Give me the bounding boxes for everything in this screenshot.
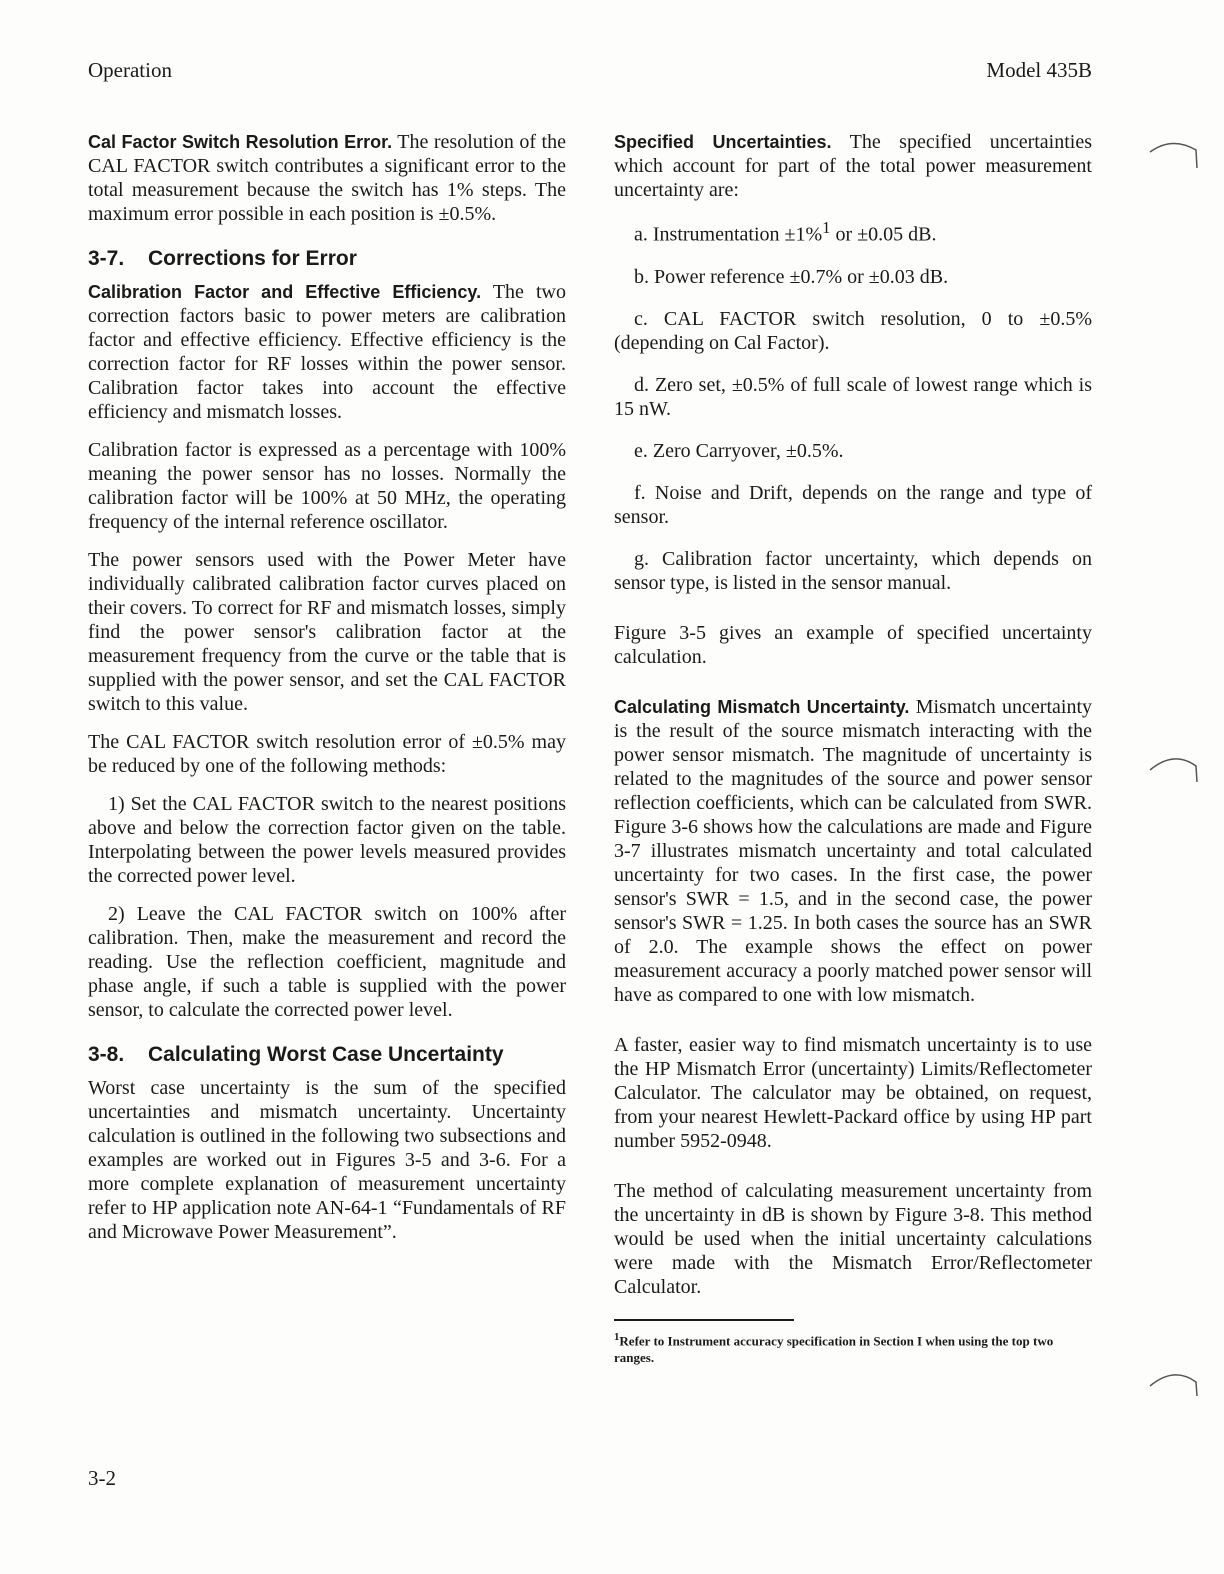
method-item-1: 1) Set the CAL FACTOR switch to the nearest positions above and below the correction factor given on the table. Interpolating between the power levels measured provides the corrected power level. (88, 793, 566, 887)
paragraph-calibration-factor: Calibration Factor and Effective Efficiency. The two correction factors basic to power meters are calibration factor and effective efficiency. Effective efficiency is the correction factor for RF losses within the power sensor. Calibration factor takes into account the effective efficiency and mismatch losses. (88, 281, 566, 423)
paragraph: Calibration factor is expressed as a percentage with 100% meaning the power sensor has no losses. Normally the calibration factor will be 100% at 50 MHz, the operating frequency of the internal reference oscillator. (88, 439, 566, 533)
footnote-reference: 1 (822, 218, 831, 237)
paragraph-mismatch-uncertainty: Calculating Mismatch Uncertainty. Mismatch uncertainty is the result of the source mismatch interacting with the power sensor mismatch. The magnitude of uncertainty is related to the magnitudes of the source and power sensor reflection coefficients, which can be calculated from SWR. Figure 3-6 shows how the calculations are made and Figure 3-7 illustrates mismatch uncertainty and total calculated uncertainty for two cases. In the first case, the power sensor's SWR = 1.5, and in the second case, the power sensor's SWR = 1.25. In both cases the source has an SWR of 2.0. The example shows the effect on power measurement accuracy a poorly matched power sensor will have as compared to one with low mismatch. (614, 695, 1092, 1006)
run-in-heading: Specified Uncertainties. (614, 132, 832, 152)
list-item-e: e. Zero Carryover, ±0.5%. (634, 439, 844, 462)
running-header-section: Operation (88, 58, 172, 82)
paragraph: Figure 3-5 gives an example of specified uncertainty calculation. (614, 621, 1092, 668)
paragraph: The method of calculating measurement uncertainty from the uncertainty in dB is shown by Figure 3-8. This method would be used when the initial uncertainty calculations were made with the Mismatch Error/Reflectometer Calculator. (614, 1179, 1092, 1298)
list-item-g: g. Calibration factor uncertainty, which depends on sensor type, is listed in the sensor manual. (614, 547, 1092, 594)
paragraph: A faster, easier way to find mismatch uncertainty is to use the HP Mismatch Error (uncertainty) Limits/Reflectometer Calculator. The calculator may be obtained, on request, from your nearest Hewlett-Packard office by using HP part number 5952-0948. (614, 1033, 1092, 1152)
method-item-2: 2) Leave the CAL FACTOR switch on 100% after calibration. Then, make the measurement and record the reading. Use the reflection coefficient, magnitude and phase angle, if such a table is supplied with the power sensor, to calculate the corrected power level. (88, 903, 566, 1021)
list-item-b: b. Power reference ±0.7% or ±0.03 dB. (634, 265, 949, 288)
margin-mark-middle (1150, 759, 1197, 782)
list-item-c: c. CAL FACTOR switch resolution, 0 to ±0.5% (depending on Cal Factor). (614, 307, 1092, 354)
page-number: 3-2 (88, 1466, 116, 1490)
section-title: Calculating Worst Case Uncertainty (148, 1043, 504, 1066)
run-in-heading: Cal Factor Switch Resolution Error. (88, 132, 393, 152)
section-number: 3-8. (88, 1043, 125, 1066)
paragraph: The CAL FACTOR switch resolution error of ±0.5% may be reduced by one of the following methods: (88, 731, 566, 777)
run-in-heading: Calibration Factor and Effective Efficiency. (88, 282, 482, 302)
list-item-a: a. Instrumentation ±1%$^1$ or ±0.05 dB. (634, 218, 937, 246)
margin-mark-top (1150, 143, 1197, 168)
section-title: Corrections for Error (148, 247, 357, 270)
paragraph: The power sensors used with the Power Meter have individually calibrated calibration factor curves placed on their covers. To correct for RF and mismatch losses, simply find the power sensor's calibration factor at the measurement frequency from the curve or the table that is supplied with the power sensor, and set the CAL FACTOR switch to this value. (88, 549, 566, 715)
list-item-f: f. Noise and Drift, depends on the range and type of sensor. (614, 481, 1092, 528)
margin-mark-bottom (1150, 1375, 1197, 1396)
section-number: 3-7. (88, 247, 125, 270)
paragraph-specified-uncertainties: Specified Uncertainties. The specified uncertainties which account for part of the total power measurement uncertainty are: (614, 131, 1092, 201)
running-header-model: Model 435B (986, 58, 1092, 82)
run-in-heading: Calculating Mismatch Uncertainty. (614, 696, 910, 717)
footnote-mark: 1 (614, 1330, 620, 1343)
paragraph-cal-factor-resolution: Cal Factor Switch Resolution Error. The resolution of the CAL FACTOR switch contributes a significant error to the total measurement because the switch has 1% steps. The maximum error possible in each position is ±0.5%. (88, 131, 566, 225)
list-item-d: d. Zero set, ±0.5% of full scale of lowest range which is 15 nW. (614, 373, 1092, 420)
footnote: $^1$Refer to Instrument accuracy specification in Section I when using the top two ranges. (614, 1330, 1054, 1365)
paragraph: Worst case uncertainty is the sum of the specified uncertainties and mismatch uncertainty. Uncertainty calculation is outlined in the following two subsections and examples are worked out in Figures 3-5 and 3-6. For a more complete explanation of measurement uncertainty refer to HP application note AN-64-1 “Fundamentals of RF and Microwave Power Measurement”. (88, 1077, 566, 1243)
